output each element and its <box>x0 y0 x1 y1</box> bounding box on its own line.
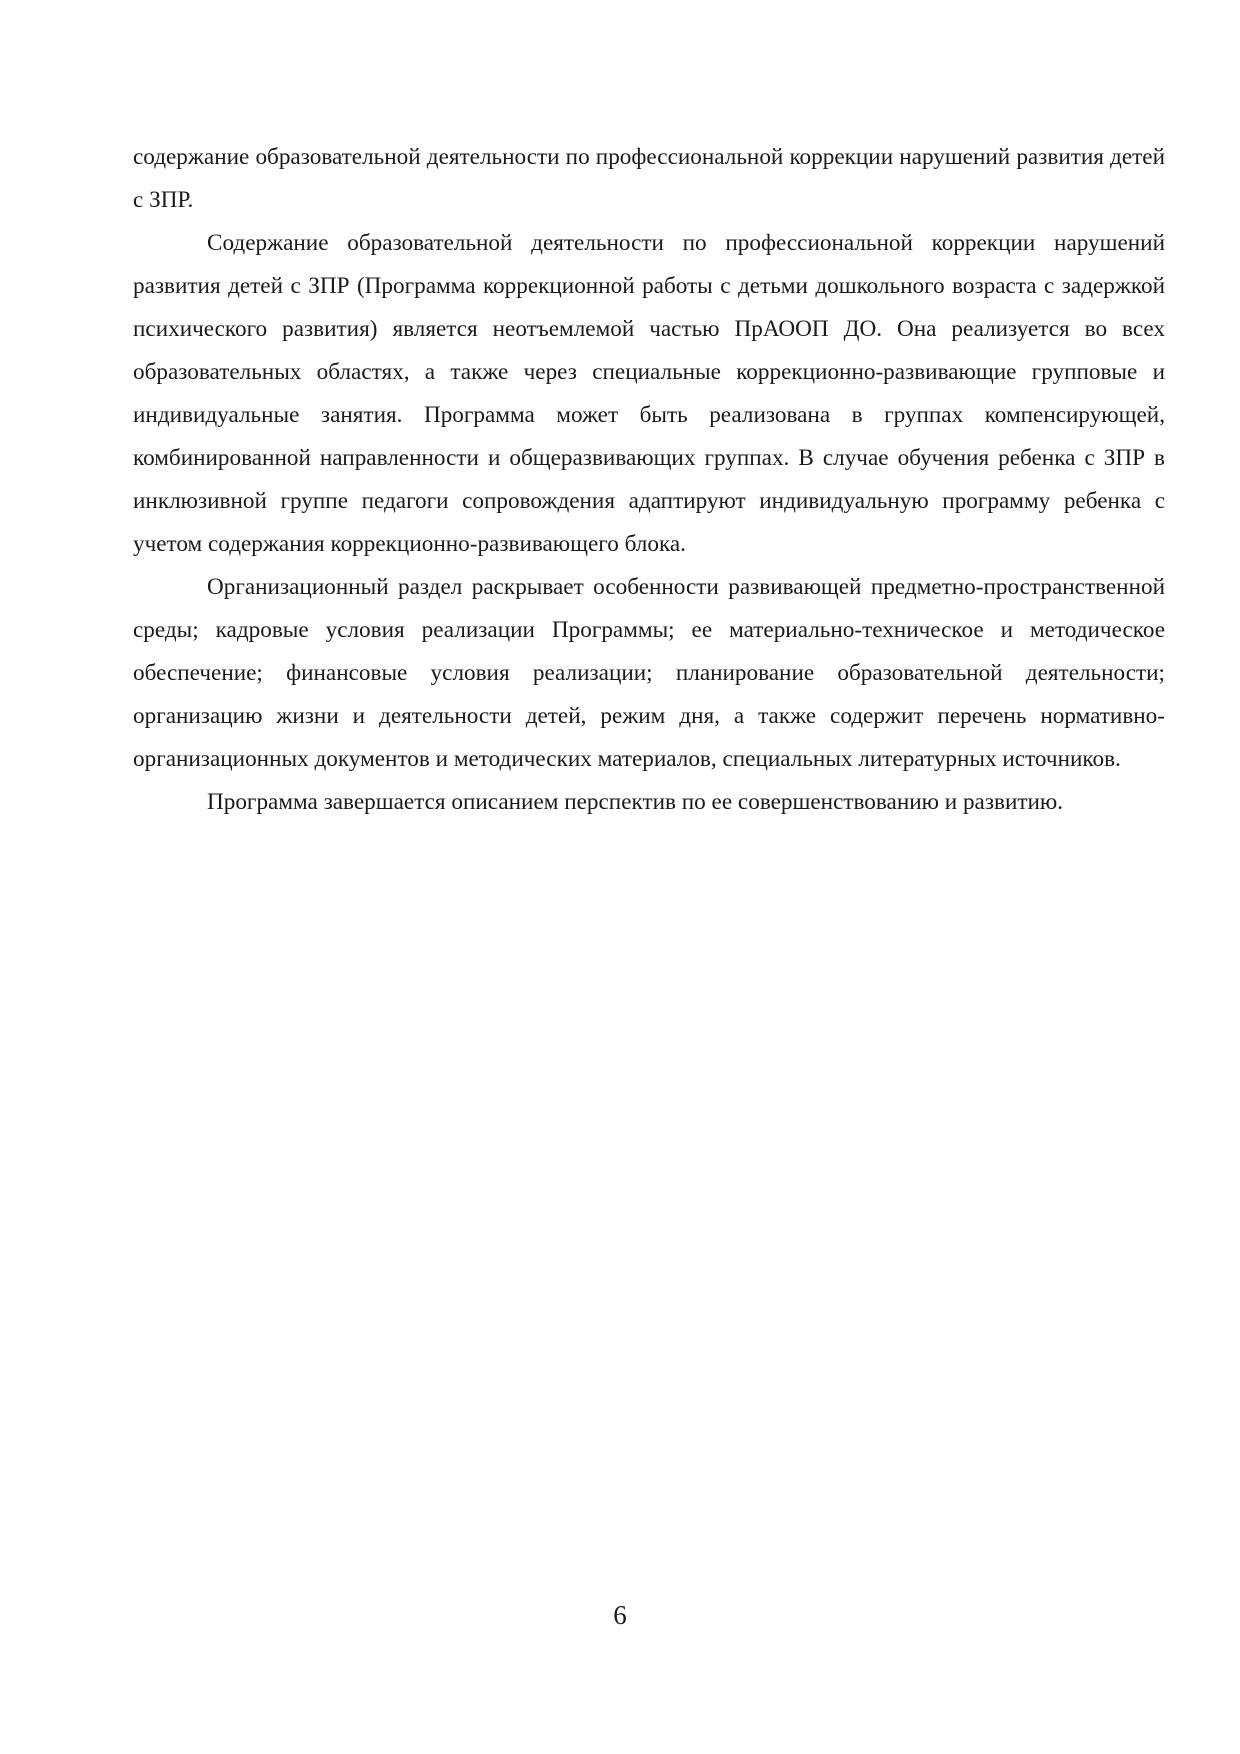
paragraph-organizational-section: Организационный раздел раскрывает особенности развивающей предметно-пространственной среды; кадровые условия реализации Программы; ее материально-техническое и методическое обеспечение; финансовые условия реализации; планирование образовательной деятельности; организацию жизни и деятельности детей, режим дня, а также содержит перечень нормативно-организационных документов и методических материалов, специальных литературных источников. <box>133 574 1165 772</box>
paragraph-conclusion: Программа завершается описанием перспектив по ее совершенствованию и развитию. <box>207 789 1064 815</box>
document-body <box>133 136 1165 824</box>
paragraph-program-content: Содержание образовательной деятельности по профессиональной коррекции нарушений развития детей с ЗПР (Программа коррекционной работы с детьми дошкольного возраста с задержкой психического развития) является неотъемлемой частью ПрАООП ДО. Она реализуется во всех образовательных областях, а также через специальные коррекционно-развивающие групповые и индивидуальные занятия. Программа может быть реализована в группах компенсирующей, комбинированной направленности и общеразвивающих группах. В случае обучения ребенка с ЗПР в инклюзивной группе педагоги сопровождения адаптируют индивидуальную программу ребенка с учетом содержания коррекционно-развивающего блока. <box>133 230 1165 557</box>
paragraph-continuation: содержание образовательной деятельности по профессиональной коррекции нарушений развития детей с ЗПР. <box>133 144 1165 213</box>
page-number: 6 <box>613 1600 627 1630</box>
